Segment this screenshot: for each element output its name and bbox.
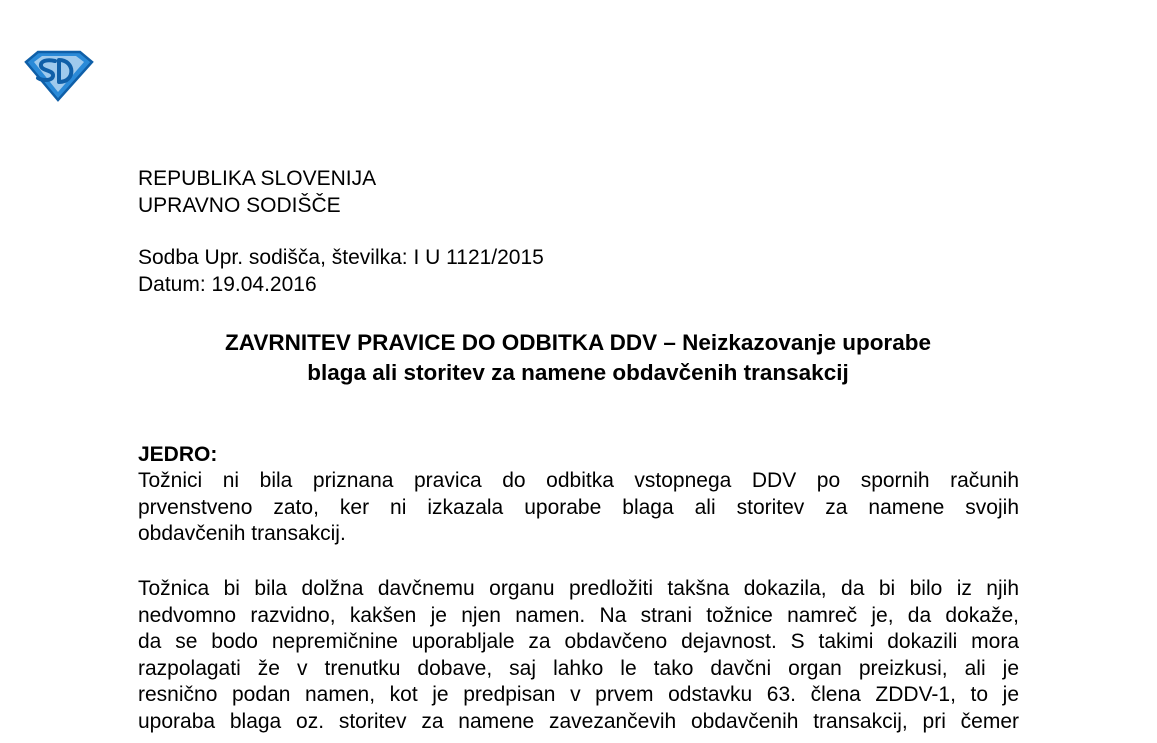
judgment-date: Datum: 19.04.2016 bbox=[138, 273, 317, 296]
text-line: Tožnici ni bila priznana pravica do odbitka vstopnega DDV po spornih računih bbox=[138, 469, 1019, 492]
text-line: resnično podan namen, kot je predpisan v prvem odstavku 63. člena ZDDV-1, to je bbox=[138, 683, 1019, 707]
court-heading bbox=[138, 165, 376, 219]
body-paragraph bbox=[138, 576, 1019, 736]
judgment-metadata bbox=[138, 244, 544, 298]
court-shield-logo-icon bbox=[22, 48, 96, 104]
title-line: ZAVRNITEV PRAVICE DO ODBITKA DDV – Neizkazovanje uporabe bbox=[225, 330, 931, 355]
section-heading: JEDRO: bbox=[138, 443, 218, 466]
text-line: da se bodo nepremičnine uporabljale za obdavčeno dejavnost. S takimi dokazili mora bbox=[138, 630, 1019, 654]
case-number: Sodba Upr. sodišča, številka: I U 1121/2015 bbox=[138, 246, 544, 269]
text-line: Tožnica bi bila dolžna davčnemu organu predložiti takšna dokazila, da bi bilo iz njih bbox=[138, 577, 1019, 600]
text-line: uporaba blaga oz. storitev za namene zavezančevih obdavčenih transakcij, pri čemer bbox=[138, 709, 1019, 733]
summary-paragraph bbox=[138, 468, 1019, 548]
text-line: razpolagati že v trenutku dobave, saj lahko le tako davčni organ preizkusi, ali je bbox=[138, 656, 1019, 680]
court-name: UPRAVNO SODIŠČE bbox=[138, 194, 341, 217]
document-title bbox=[138, 328, 1018, 388]
text-line: obdavčenih transakcij. bbox=[138, 522, 346, 546]
title-line: blaga ali storitev za namene obdavčenih transakcij bbox=[307, 360, 849, 385]
republic-name: REPUBLIKA SLOVENIJA bbox=[138, 167, 377, 190]
text-line: prvenstveno zato, ker ni izkazala uporabe blaga ali storitev za namene svojih bbox=[138, 495, 1019, 519]
text-line: nedvomno razvidno, kakšen je njen namen. Na strani tožnice namreč je, da dokaže, bbox=[138, 603, 1019, 627]
